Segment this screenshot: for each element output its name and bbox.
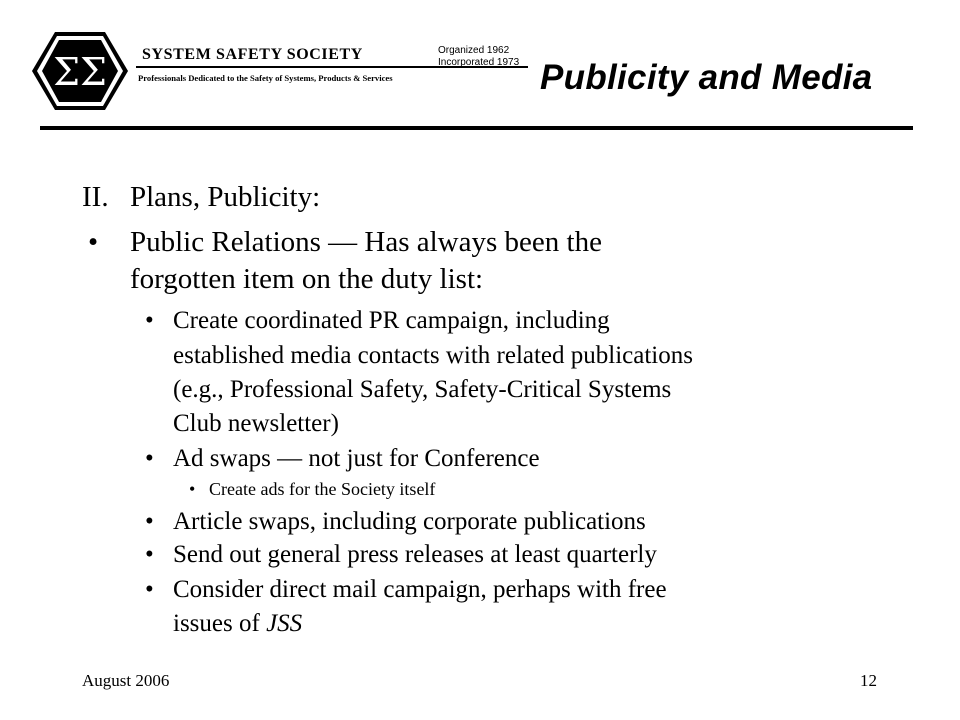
page-number: 12 <box>860 671 877 690</box>
bullet1-line2: forgotten item on the duty list: <box>130 263 484 295</box>
logo-sigma-text: ΣΣ <box>53 50 107 94</box>
sub1-line3: (e.g., Professional Safety, Safety-Critical Systems <box>173 376 672 403</box>
org-organized-date: Organized 1962 <box>438 45 510 56</box>
sub3-line1: Article swaps, including corporate publications <box>173 508 646 535</box>
sub1-line2: established media contacts with related publications <box>173 342 693 369</box>
slide-title: Publicity and Media <box>540 58 873 97</box>
heading-marker: II. <box>82 181 109 213</box>
bullet-marker: • <box>88 226 99 258</box>
sub-bullet-marker: • <box>145 508 154 535</box>
sub1-line4: Club newsletter) <box>173 410 339 437</box>
sub5-line1: Consider direct mail campaign, perhaps with free <box>173 576 667 603</box>
sub4-line1: Send out general press releases at least quarterly <box>173 541 657 568</box>
sub5-line2-prefix: issues of <box>173 610 267 637</box>
subsub-bullet-marker: • <box>189 479 196 499</box>
sub-bullet-marker: • <box>145 576 154 603</box>
subsub-line1: Create ads for the Society itself <box>209 479 436 499</box>
sub-bullet-marker: • <box>145 307 154 334</box>
org-tagline: Professionals Dedicated to the Safety of Systems, Products & Services <box>138 73 393 83</box>
org-incorporated-date: Incorporated 1973 <box>438 57 520 68</box>
heading-text: Plans, Publicity: <box>130 181 321 213</box>
sub5-line2 <box>173 608 302 639</box>
footer-date: August 2006 <box>82 671 170 690</box>
sub-bullet-marker: • <box>145 445 154 472</box>
sub1-line1: Create coordinated PR campaign, including <box>173 307 610 334</box>
org-name: SYSTEM SAFETY SOCIETY <box>142 46 363 63</box>
sub2-line1: Ad swaps — not just for Conference <box>173 445 540 472</box>
sub5-line2-italic: JSS <box>266 610 303 637</box>
bullet1-line1: Public Relations — Has always been the <box>130 226 602 258</box>
sub-bullet-marker: • <box>145 541 154 568</box>
